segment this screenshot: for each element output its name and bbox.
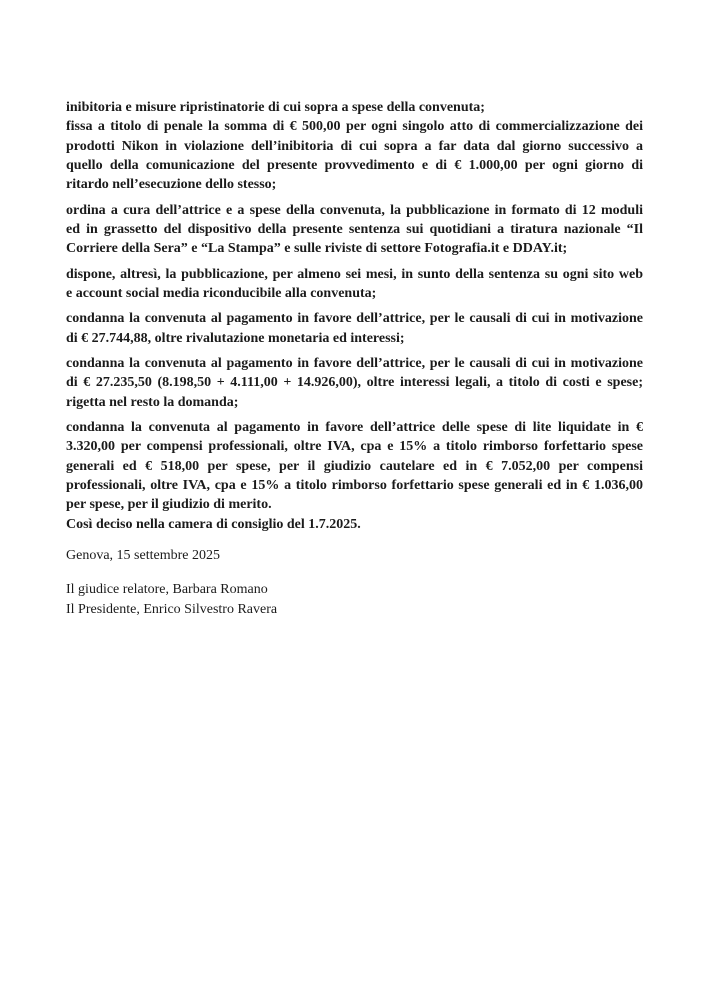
text-line: professionali, oltre IVA, cpa e 15% a titolo rimborso forfettario spese generali ed in € 1.036,00 xyxy=(66,477,643,493)
text-line: Così deciso nella camera di consiglio del 1.7.2025. xyxy=(66,516,361,532)
text-line: quello della comunicazione del presente provvedimento e di € 1.000,00 per ogni giorno di xyxy=(66,157,643,173)
text-line: 3.320,00 per compensi professionali, oltre IVA, cpa e 15% a titolo rimborso forfettario spese xyxy=(66,439,643,455)
text-line: dispone, altresì, la pubblicazione, per almeno sei mesi, in sunto della sentenza su ogni sito web xyxy=(66,266,643,282)
text-line: ritardo nell’esecuzione dello stesso; xyxy=(66,177,277,193)
text-line: Corriere della Sera” e “La Stampa” e sulle riviste di settore Fotografia.it e DDAY.it; xyxy=(66,241,568,257)
text-line: per spese, per il giudizio di merito. xyxy=(66,497,272,513)
text-line: generali ed € 518,00 per spese, per il giudizio cautelare ed in € 7.052,00 per compensi xyxy=(66,458,643,474)
text-line: ed in grassetto del dispositivo della presente sentenza sui quotidiani a tiratura nazionale “Il xyxy=(66,221,643,237)
text-line: di € 27.744,88, oltre rivalutazione monetaria ed interessi; xyxy=(66,330,405,346)
text-line: Genova, 15 settembre 2025 xyxy=(66,547,220,563)
judge-signature xyxy=(66,580,643,599)
text-line: prodotti Nikon in violazione dell’inibitoria di cui sopra a far data dal giorno successivo a xyxy=(66,138,643,154)
litigation-costs-order xyxy=(66,418,643,515)
text-line: fissa a titolo di penale la somma di € 500,00 per ogni singolo atto di commercializzazione dei xyxy=(66,119,643,135)
president-signature xyxy=(66,600,643,619)
text-line: di € 27.235,50 (8.198,50 + 4.111,00 + 14.926,00), oltre interessi legali, a titolo di costi e spese; xyxy=(66,375,643,391)
text-line: ordina a cura dell’attrice e a spese della convenuta, la pubblicazione in formato di 12 moduli xyxy=(66,202,643,218)
document-body xyxy=(66,98,643,619)
carryover-clause xyxy=(66,98,643,117)
web-publication-order xyxy=(66,265,643,304)
text-line: inibitoria e misure ripristinatorie di cui sopra a spese della convenuta; xyxy=(66,100,485,115)
publication-order xyxy=(66,201,643,259)
text-line: rigetta nel resto la domanda; xyxy=(66,394,239,410)
text-line: condanna la convenuta al pagamento in favore dell’attrice, per le causali di cui in motivazione xyxy=(66,311,643,327)
text-line: Il Presidente, Enrico Silvestro Ravera xyxy=(66,601,278,617)
payment-order-2 xyxy=(66,354,643,412)
text-line: condanna la convenuta al pagamento in favore dell’attrice, per le causali di cui in motivazione xyxy=(66,355,643,371)
decision-date-line xyxy=(66,515,643,534)
place-date xyxy=(66,546,643,565)
payment-order-1 xyxy=(66,309,643,348)
text-line: Il giudice relatore, Barbara Romano xyxy=(66,582,268,598)
text-line: condanna la convenuta al pagamento in favore dell’attrice delle spese di lite liquidate in € xyxy=(66,419,643,435)
text-line: e account social media riconducibile alla convenuta; xyxy=(66,285,377,301)
penalty-clause xyxy=(66,117,643,194)
